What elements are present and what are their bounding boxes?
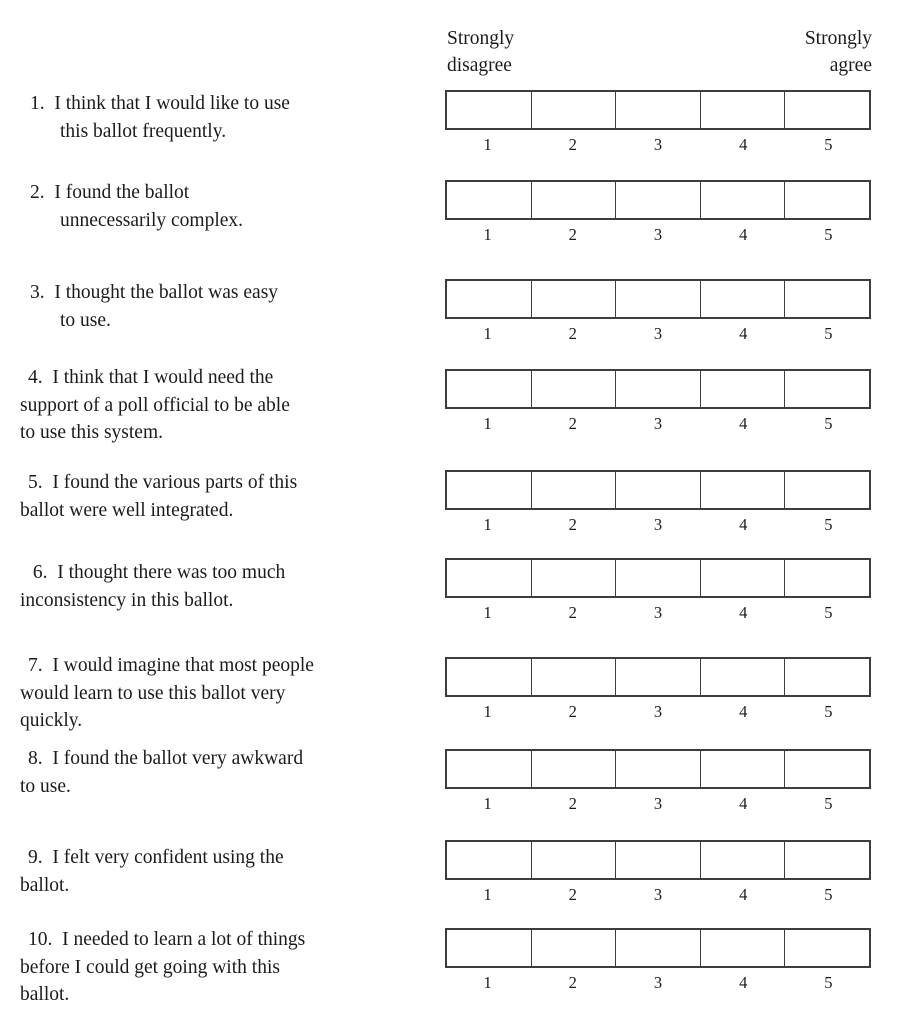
question-1	[20, 90, 438, 145]
scale-number-label: 4	[739, 515, 748, 534]
scale-box-q10-3[interactable]	[615, 930, 700, 966]
scale-number-label: 4	[739, 794, 748, 813]
scale-number-label: 2	[568, 135, 577, 154]
scale-number-label: 2	[568, 225, 577, 244]
scale-boxes-q9	[445, 840, 871, 880]
scale-number-label: 1	[483, 603, 492, 622]
scale-number-label: 3	[653, 702, 663, 721]
scale-boxes-q3	[445, 279, 871, 319]
scale-number-label: 4	[739, 225, 748, 244]
scale-box-q2-5[interactable]	[784, 182, 869, 218]
scale-number-label: 3	[653, 973, 663, 992]
question-5-line-2: ballot were well integrated.	[20, 499, 234, 521]
scale-number-label: 1	[483, 702, 492, 721]
likert-scale-q10	[445, 928, 871, 993]
scale-box-q6-5[interactable]	[784, 560, 869, 596]
likert-scale-q3	[445, 279, 871, 344]
scale-number-labels-q9	[445, 885, 871, 905]
scale-number-label: 1	[483, 135, 492, 154]
scale-number-label: 4	[739, 603, 748, 622]
scale-number-label: 5	[824, 515, 833, 534]
scale-box-q2-4[interactable]	[700, 182, 785, 218]
scale-boxes-q10	[445, 928, 871, 968]
likert-scale-q8	[445, 749, 871, 814]
question-2-line-2: unnecessarily complex.	[60, 209, 244, 231]
question-2-line-1: 2. I found the ballot	[30, 182, 190, 203]
scale-box-q8-3[interactable]	[615, 751, 700, 787]
scale-right-label: Strongly agree	[804, 28, 872, 76]
question-7-line-1: 7. I would imagine that most people	[28, 655, 314, 676]
question-3-line-1: 3. I thought the ballot was easy	[30, 282, 279, 303]
scale-box-q1-5[interactable]	[784, 92, 869, 128]
scale-number-label: 4	[739, 702, 748, 721]
scale-number-label: 3	[653, 225, 663, 244]
scale-number-labels-q7	[445, 702, 871, 722]
scale-number-labels-q4	[445, 414, 871, 434]
scale-number-label: 5	[824, 702, 833, 721]
scale-number-label: 1	[483, 414, 492, 433]
scale-box-q10-4[interactable]	[700, 930, 785, 966]
scale-number-labels-q3	[445, 324, 871, 344]
question-9-line-2: ballot.	[20, 874, 70, 896]
scale-box-q9-3[interactable]	[615, 842, 700, 878]
scale-number-label: 3	[653, 135, 663, 154]
scale-number-label: 5	[824, 135, 833, 154]
scale-box-q9-4[interactable]	[700, 842, 785, 878]
scale-box-q9-2[interactable]	[531, 842, 616, 878]
scale-boxes-q6	[445, 558, 871, 598]
scale-box-q9-1[interactable]	[447, 842, 531, 878]
scale-number-label: 5	[824, 225, 833, 244]
scale-box-q4-5[interactable]	[784, 371, 869, 407]
question-6	[20, 559, 438, 614]
scale-box-q5-5[interactable]	[784, 472, 869, 508]
likert-scale-q1	[445, 90, 871, 155]
scale-box-q4-2[interactable]	[531, 371, 616, 407]
scale-number-label: 5	[824, 885, 833, 904]
scale-box-q7-1[interactable]	[447, 659, 531, 695]
scale-number-label: 2	[568, 794, 577, 813]
scale-box-q4-3[interactable]	[615, 371, 700, 407]
scale-number-label: 2	[568, 702, 577, 721]
scale-number-label: 1	[483, 324, 492, 343]
scale-box-q6-3[interactable]	[615, 560, 700, 596]
question-10-line-3: ballot.	[20, 984, 70, 1005]
scale-box-q1-2[interactable]	[531, 92, 616, 128]
scale-number-label: 3	[653, 324, 663, 343]
scale-box-q2-3[interactable]	[615, 182, 700, 218]
scale-box-q8-5[interactable]	[784, 751, 869, 787]
scale-number-label: 5	[824, 973, 833, 992]
scale-number-label: 2	[568, 973, 577, 992]
scale-number-label: 1	[483, 515, 492, 534]
question-10	[20, 926, 438, 1009]
scale-box-q5-3[interactable]	[615, 472, 700, 508]
question-3	[20, 279, 438, 334]
question-4-line-3: to use this system.	[20, 422, 164, 443]
question-7-line-2: would learn to use this ballot very	[20, 682, 286, 704]
scale-box-q5-1[interactable]	[447, 472, 531, 508]
scale-box-q6-2[interactable]	[531, 560, 616, 596]
scale-box-q10-5[interactable]	[784, 930, 869, 966]
scale-number-label: 4	[739, 324, 748, 343]
scale-box-q4-4[interactable]	[700, 371, 785, 407]
scale-boxes-q2	[445, 180, 871, 220]
scale-number-label: 1	[483, 225, 492, 244]
scale-number-label: 3	[653, 794, 663, 813]
scale-box-q6-1[interactable]	[447, 560, 531, 596]
scale-number-label: 2	[568, 515, 577, 534]
scale-number-labels-q10	[445, 973, 871, 993]
likert-scale-q6	[445, 558, 871, 623]
likert-scale-q7	[445, 657, 871, 722]
question-2	[20, 179, 438, 234]
question-3-line-2: to use.	[60, 309, 111, 331]
scale-number-labels-q1	[445, 135, 871, 155]
likert-scale-q4	[445, 369, 871, 434]
likert-scale-q5	[445, 470, 871, 535]
scale-box-q4-1[interactable]	[447, 371, 531, 407]
scale-box-q10-1[interactable]	[447, 930, 531, 966]
scale-box-q3-5[interactable]	[784, 281, 869, 317]
question-10-line-2: before I could get going with this	[20, 956, 280, 978]
scale-number-label: 4	[739, 135, 748, 154]
scale-number-label: 4	[739, 414, 748, 433]
scale-number-label: 1	[483, 973, 492, 992]
scale-box-q9-5[interactable]	[784, 842, 869, 878]
likert-scale-q9	[445, 840, 871, 905]
question-1-line-1: 1. I think that I would like to use	[30, 93, 290, 114]
question-8-line-2: to use.	[20, 775, 71, 797]
scale-number-labels-q8	[445, 794, 871, 814]
scale-box-q2-2[interactable]	[531, 182, 616, 218]
scale-number-labels-q6	[445, 603, 871, 623]
question-9-line-1: 9. I felt very confident using the	[28, 847, 284, 868]
scale-box-q5-4[interactable]	[700, 472, 785, 508]
scale-number-label: 3	[653, 414, 663, 433]
question-4-line-1: 4. I think that I would need the	[28, 367, 274, 388]
scale-box-q3-3[interactable]	[615, 281, 700, 317]
likert-scale-q2	[445, 180, 871, 245]
scale-number-label: 1	[483, 885, 492, 904]
scale-boxes-q8	[445, 749, 871, 789]
scale-box-q7-2[interactable]	[531, 659, 616, 695]
scale-number-label: 3	[653, 603, 663, 622]
scale-box-q7-3[interactable]	[615, 659, 700, 695]
scale-number-label: 4	[739, 885, 748, 904]
scale-box-q5-2[interactable]	[531, 472, 616, 508]
scale-number-label: 5	[824, 603, 833, 622]
question-7-line-3: quickly.	[20, 710, 83, 731]
question-5-line-1: 5. I found the various parts of this	[28, 472, 298, 493]
question-6-line-1: 6. I thought there was too much	[28, 562, 286, 583]
scale-box-q6-4[interactable]	[700, 560, 785, 596]
scale-number-labels-q5	[445, 515, 871, 535]
scale-number-label: 3	[653, 515, 663, 534]
question-10-line-1: 10. I needed to learn a lot of things	[28, 929, 306, 950]
scale-left-label: Strongly disagree	[447, 28, 515, 76]
scale-box-q1-3[interactable]	[615, 92, 700, 128]
scale-box-q8-2[interactable]	[531, 751, 616, 787]
question-9	[20, 844, 438, 899]
question-7	[20, 652, 438, 735]
scale-number-label: 3	[653, 885, 663, 904]
scale-box-q2-1[interactable]	[447, 182, 531, 218]
scale-box-q10-2[interactable]	[531, 930, 616, 966]
scale-number-label: 2	[568, 324, 577, 343]
scale-box-q8-1[interactable]	[447, 751, 531, 787]
scale-box-q1-1[interactable]	[447, 92, 531, 128]
scale-number-label: 5	[824, 794, 833, 813]
scale-boxes-q4	[445, 369, 871, 409]
question-4	[20, 364, 438, 447]
question-8	[20, 745, 438, 800]
scale-boxes-q7	[445, 657, 871, 697]
question-6-line-2: inconsistency in this ballot.	[20, 589, 234, 611]
scale-boxes-q1	[445, 90, 871, 130]
scale-box-q3-2[interactable]	[531, 281, 616, 317]
scale-number-label: 2	[568, 885, 577, 904]
scale-box-q7-4[interactable]	[700, 659, 785, 695]
scale-box-q3-4[interactable]	[700, 281, 785, 317]
scale-box-q1-4[interactable]	[700, 92, 785, 128]
question-1-line-2: this ballot frequently.	[60, 120, 227, 142]
scale-box-q7-5[interactable]	[784, 659, 869, 695]
scale-number-label: 5	[824, 414, 833, 433]
scale-number-labels-q2	[445, 225, 871, 245]
scale-number-label: 2	[568, 414, 577, 433]
scale-number-label: 2	[568, 603, 577, 622]
scale-box-q3-1[interactable]	[447, 281, 531, 317]
scale-box-q8-4[interactable]	[700, 751, 785, 787]
question-8-line-1: 8. I found the ballot very awkward	[28, 748, 304, 769]
scale-number-label: 5	[824, 324, 833, 343]
scale-number-label: 4	[739, 973, 748, 992]
question-5	[20, 469, 438, 524]
scale-boxes-q5	[445, 470, 871, 510]
question-4-line-2: support of a poll official to be able	[20, 394, 290, 416]
scale-number-label: 1	[483, 794, 492, 813]
